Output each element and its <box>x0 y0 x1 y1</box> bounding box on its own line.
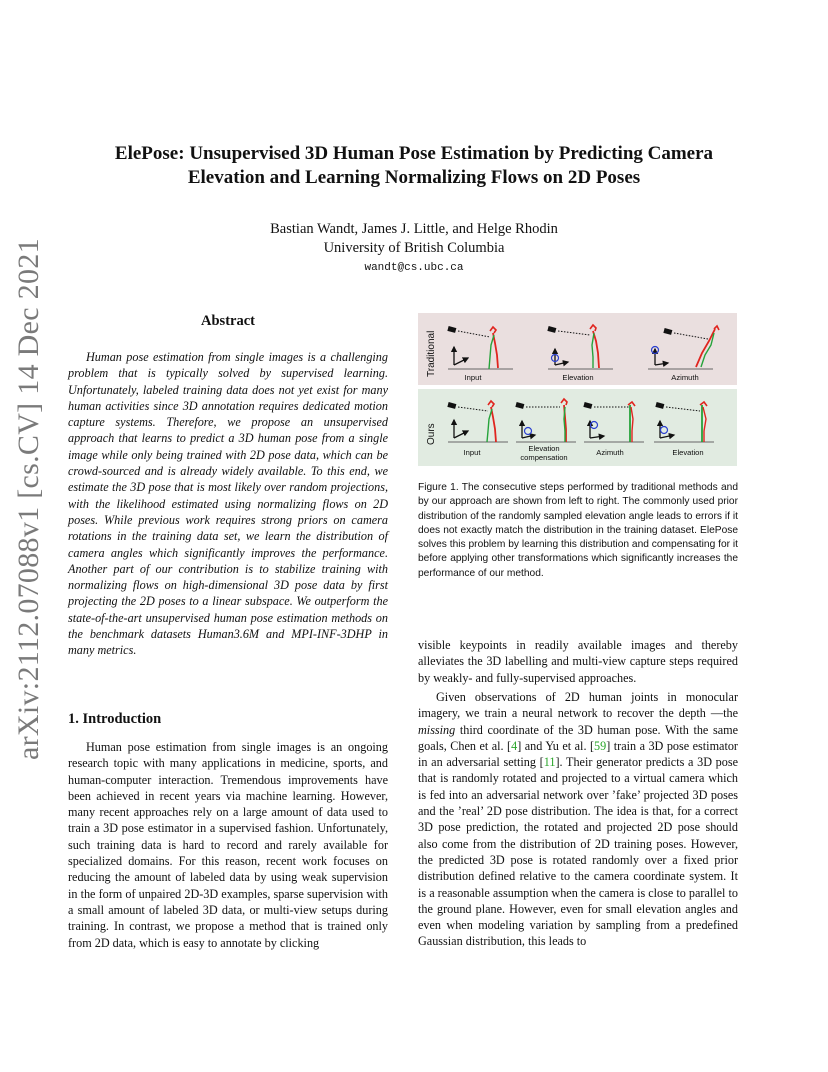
citation-link[interactable]: 11 <box>543 755 556 770</box>
ours-step-elevation-compensation: Elevation compensation <box>520 444 568 462</box>
ours-azimuth-panel <box>583 402 644 442</box>
text-run: ] train a 3D pose estimator in an adversarial setting [ <box>418 738 738 770</box>
email[interactable]: wandt@cs.ubc.ca <box>364 262 464 274</box>
right-column-paragraph-1: visible keypoints in readily available images and thereby alleviates the 3D labelling and multi-view capture steps required by weakly- and fully-supervised approaches. <box>418 638 738 685</box>
arxiv-stamp: arXiv:2112.07088v1 [cs.CV] 14 Dec 2021 <box>12 238 45 760</box>
text-run: third coordinate of the 3D human pose. With the same goals, Chen et al. [ <box>418 722 738 753</box>
paper-title <box>60 142 768 190</box>
text-run: ] and Yu et al. [ <box>517 738 595 753</box>
abstract-text: Human pose estimation from single images is a challenging problem that is typically solved by supervised learning. Unfortunately, labeled training data does not yet exist for many human activities since 3D annotation requires dedicated motion capture systems. Therefore, we propose an unsupervised approach that learns to predict a 3D human pose from a single image while only being trained with 2D pose data, which can be crowd-sourced and is already widely available. To this end, we estimate the 3D pose that is most likely over random projections, with the likelihood estimated using normalizing flows on 2D poses. While previous work requires strong priors on camera rotations in the training data set, we learn the distribution of camera angles which significantly improves the performance. Another part of our contribution is to stabilize training with normalizing flows on high-dimensional 3D pose data by first projecting the 2D poses to a linear subspace. We outperform the state-of-the-art unsupervised human pose estimation methods on the benchmark datasets Human3.6M and MPI-INF-3DHP in many metrics. <box>68 350 388 658</box>
figure-illustration <box>418 313 737 466</box>
ours-elevation-compensation-panel <box>515 399 576 442</box>
trad-step-input: Input <box>464 373 482 382</box>
ours-elevation-panel <box>654 402 714 442</box>
author-block <box>60 220 768 258</box>
title-line-1: ElePose: Unsupervised 3D Human Pose Estimation by Predicting Camera <box>114 143 714 164</box>
abstract-heading: Abstract <box>201 313 255 329</box>
ours-step-azimuth: Azimuth <box>596 448 624 457</box>
row-label-traditional: Traditional <box>426 330 437 377</box>
authors: Bastian Wandt, James J. Little, and Helge Rhodin <box>270 221 558 237</box>
row-label-ours: Ours <box>426 423 437 445</box>
introduction-text: Human pose estimation from single images is an ongoing research topic with many applications in medicine, sports, and human-computer interaction. Tremendous improvements have been achieved in recent years via machine learning. However, many recent approaches rely on a large amount of data used to train a 3D pose estimator in a supervised fashion. Unfortunately, such training data is hard to record and rarely available for specialized domains. For this reason, recent work focuses on reducing the amount of labeled data by using weak supervision in the form of unpaired 2D-3D examples, sparse supervision with a small amount of labeled 3D data, or multi-view setups during training. In contrast, we propose a method that is trained only from 2D data, which is easy to annotate by clicking <box>68 740 388 950</box>
trad-elevation-panel <box>547 325 613 369</box>
section-heading-introduction: 1. Introduction <box>68 711 162 727</box>
trad-azimuth-panel <box>648 326 719 369</box>
ours-step-elevation: Elevation <box>672 448 704 457</box>
figure-1-caption: Figure 1. The consecutive steps performed by traditional methods and by our approach are shown from left to right. The commonly used prior distribution of the randomly sampled elevation angle leads to errors if it does not exactly match the distribution in the training dataset. ElePose solves this problem by learning this distribution and compensating for it before applying other transformations which significantly increases the performance of our method. <box>418 482 738 579</box>
emphasis-missing: missing <box>418 722 456 737</box>
trad-step-elevation: Elevation <box>562 373 594 382</box>
affiliation: University of British Columbia <box>323 240 505 256</box>
trad-input-panel <box>447 326 513 369</box>
right-column-paragraph-2 <box>418 689 738 950</box>
ours-step-input: Input <box>463 448 481 457</box>
trad-step-azimuth: Azimuth <box>671 373 699 382</box>
text-run: ]. Their generator predicts a 3D pose that is randomly rotated and projected to a virtual camera which is fed into an adversarial network over ’fake’ projected 3D poses and the ’real’ 2D pose distribution. The idea is that, for a correct 3D pose prediction, the rotated and projected 2D pose should also come from the distribution of 2D training poses. However, the predicted 3D pose is rotated randomly over a fixed prior distribution defined relative to the camera coordinate system. It is a reasonable assumption when the camera is close to parallel to the ground plane. However, even for small elevation angles and even when modeling variation by sampling from a predefined Gaussian distribution, this leads to <box>418 755 739 949</box>
citation-link[interactable]: 59 <box>594 738 607 753</box>
ours-input-panel <box>447 401 508 442</box>
citation-link[interactable]: 4 <box>511 738 518 753</box>
text-run: Given observations of 2D human joints in monocular imagery, we train a neural network to recover the depth —the <box>418 690 738 721</box>
figure-1 <box>418 313 737 466</box>
title-line-2: Elevation and Learning Normalizing Flows on 2D Poses <box>187 167 641 188</box>
